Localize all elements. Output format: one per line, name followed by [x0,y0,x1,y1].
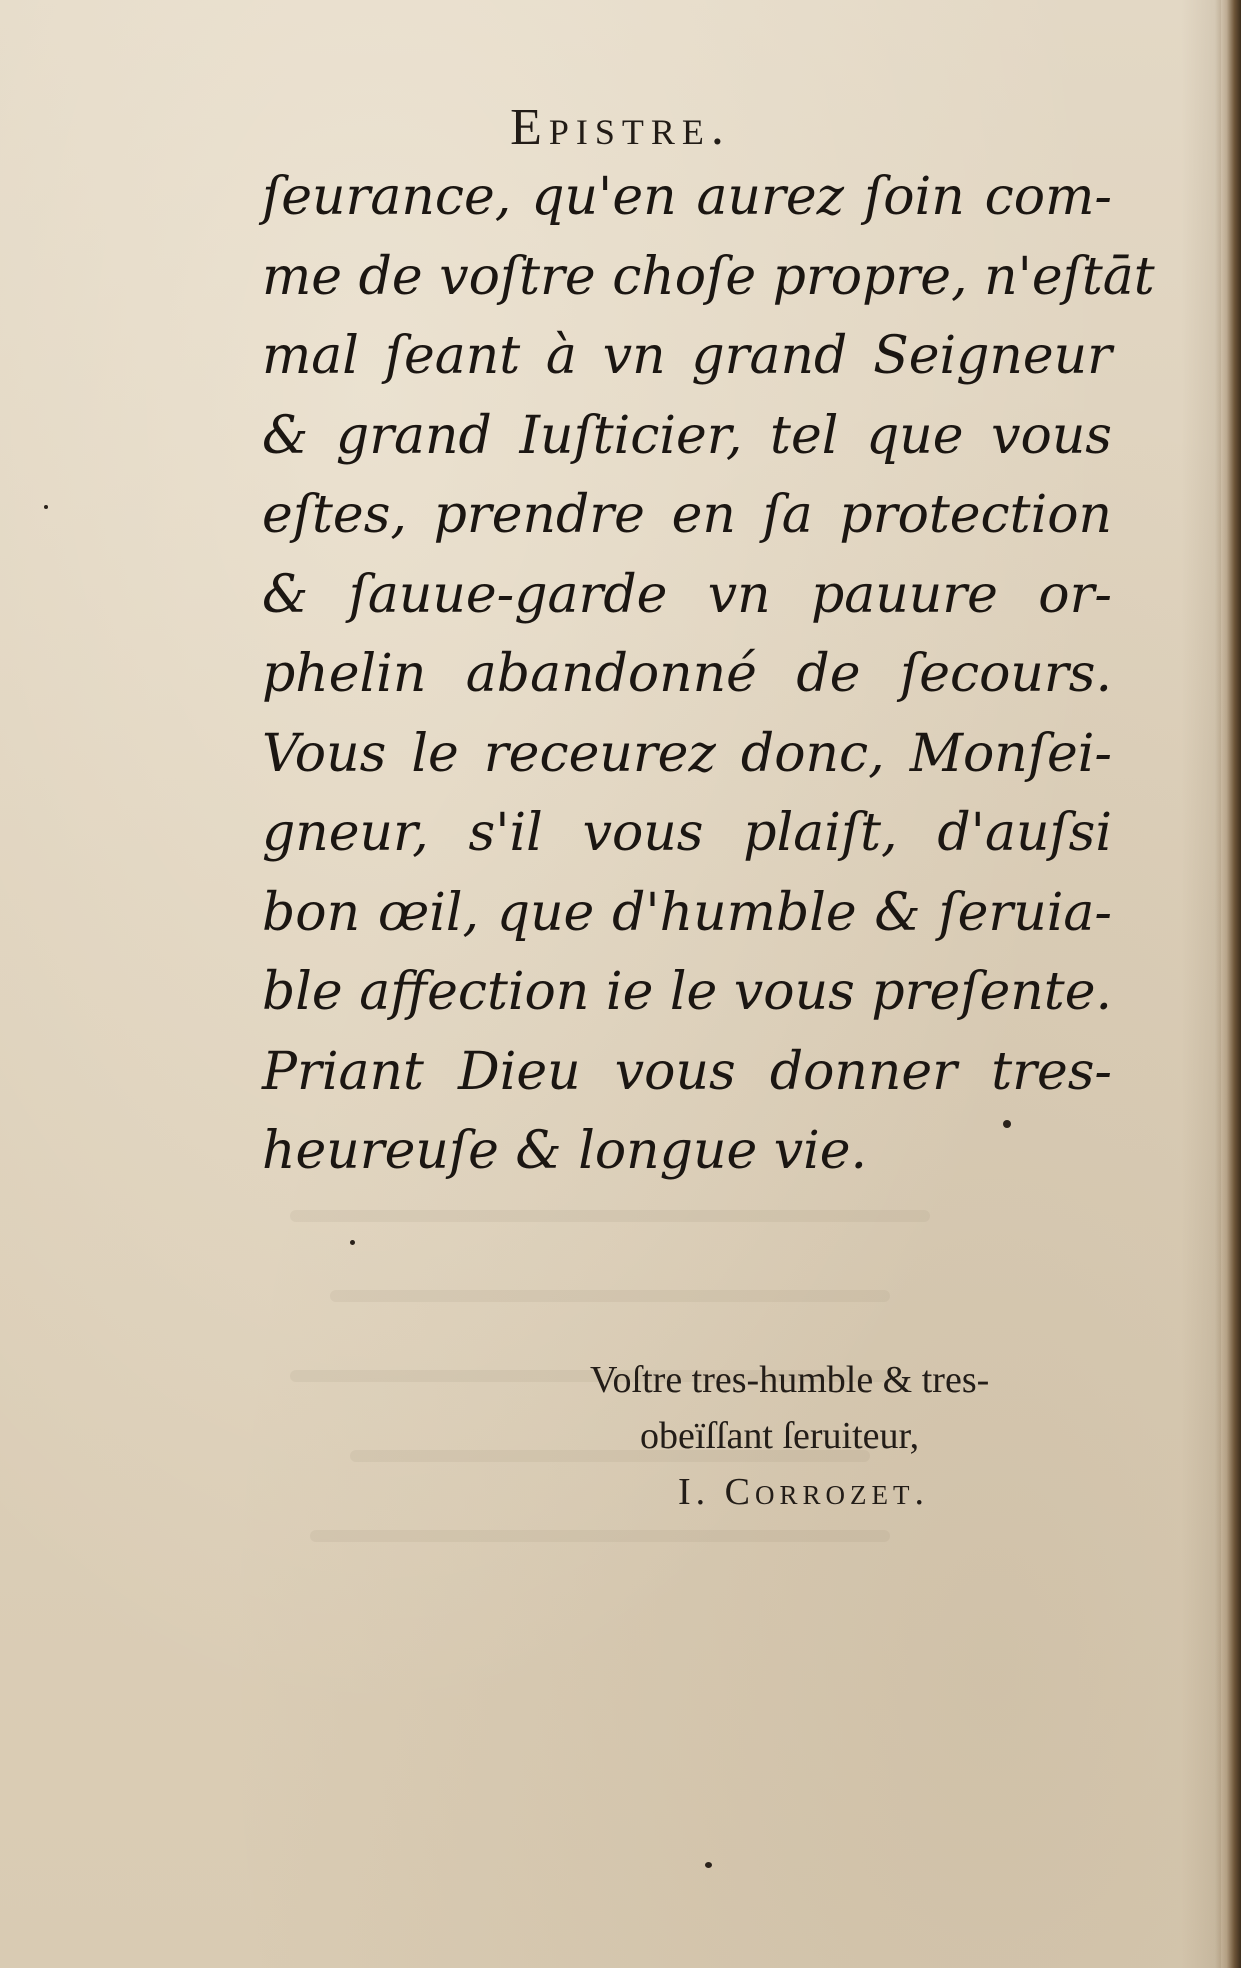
signature-servant: obeïſſant ſeruiteur, [640,1415,920,1457]
ink-speck [1003,1120,1011,1128]
text-line: gneur, s'il vous plaiſt, d'auſsi [262,803,1112,863]
ink-speck [44,505,48,509]
text-line: & ſauue-garde vn pauure or- [262,564,1112,625]
ink-speck [705,1862,712,1868]
text-line: Vous le receurez donc, Monſei- [262,723,1112,784]
running-title: Epistre. [510,99,731,156]
text-line: eſtes, prendre en ſa protection [262,485,1112,545]
signature-closing: Voſtre tres-humble & tres- [590,1359,990,1401]
text-line: mal ſeant à vn grand Seigneur [262,326,1112,386]
text-line: ſeurance, qu'en aurez ſoin com- [262,167,1112,227]
epistle-body [262,158,1155,1192]
bleed-through-line [290,1210,930,1222]
binding-edge [1215,0,1241,1968]
signature-author: I. Corrozet. [678,1471,929,1513]
bleed-through-line [310,1530,890,1542]
signature-block [560,1352,1120,1520]
text-line: heureuſe & longue vie. [262,1121,868,1181]
text-line: & grand Iuſticier, tel que vous [262,405,1112,466]
text-line: phelin abandonné de ſecours. [262,644,1112,704]
text-line: bon œil, que d'humble & ſeruia- [262,882,1112,943]
text-line: ble affection ie le vous preſente. [262,962,1112,1022]
ink-speck [350,1240,355,1245]
text-line: Priant Dieu vous donner tres- [262,1041,1112,1102]
bleed-through-line [330,1290,890,1302]
text-line: me de voſtre choſe propre, n'eſtāt [262,246,1155,307]
